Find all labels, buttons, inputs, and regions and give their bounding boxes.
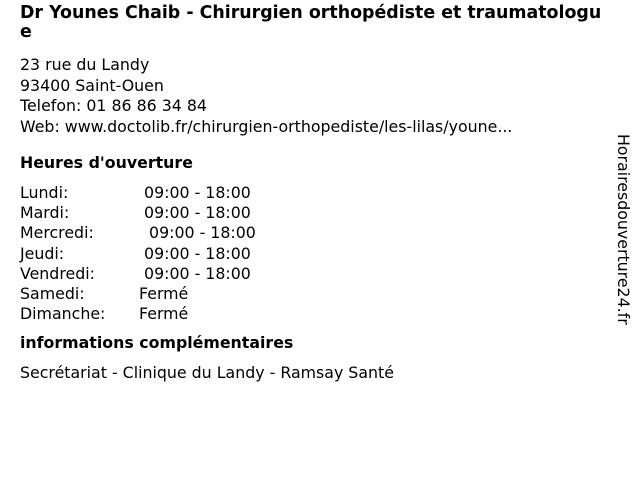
opening-time: 09:00 - 18:00 <box>139 243 251 263</box>
hours-row-saturday <box>20 284 610 304</box>
weekday-label: Vendredi: <box>20 263 95 283</box>
opening-hours-heading: Heures d'ouverture <box>20 153 193 172</box>
hours-row-sunday <box>20 304 610 324</box>
additional-info-text: Secrétariat - Clinique du Landy - Ramsay Santé <box>20 363 394 383</box>
hours-row-friday <box>20 264 610 284</box>
hours-row-monday <box>20 183 610 203</box>
weekday-label: Mardi: <box>20 203 70 223</box>
opening-hours-table <box>20 183 610 324</box>
hours-row-wednesday <box>20 223 610 243</box>
opening-time: Fermé <box>139 284 189 304</box>
additional-info-heading: informations complémentaires <box>20 333 294 353</box>
opening-time: 09:00 - 18:00 <box>139 203 251 223</box>
weekday-label: Samedi: <box>20 284 85 304</box>
weekday-label: Mercredi: <box>20 223 94 243</box>
site-watermark: Horairesdouverture24.fr <box>614 134 633 325</box>
weekday-label: Jeudi: <box>20 243 65 263</box>
opening-time: 09:00 - 18:00 <box>139 223 256 243</box>
business-name: Dr Younes Chaib - Chirurgien orthopédiste et traumatologue <box>20 3 602 42</box>
phone-number[interactable]: Telefon: 01 86 86 34 84 <box>20 96 207 115</box>
weekday-label: Dimanche: <box>20 304 106 324</box>
city-postcode: 93400 Saint-Ouen <box>20 75 164 95</box>
opening-time: Fermé <box>139 304 189 324</box>
business-details <box>20 4 610 383</box>
website-link[interactable]: Web: www.doctolib.fr/chirurgien-orthopediste/les-lilas/youne... <box>20 116 513 136</box>
hours-row-thursday <box>20 244 610 264</box>
opening-time: 09:00 - 18:00 <box>139 183 251 202</box>
street-address: 23 rue du Landy <box>20 55 150 74</box>
address-block <box>20 55 610 137</box>
opening-time: 09:00 - 18:00 <box>139 263 251 283</box>
weekday-label: Lundi: <box>20 183 69 202</box>
hours-row-tuesday <box>20 203 610 223</box>
